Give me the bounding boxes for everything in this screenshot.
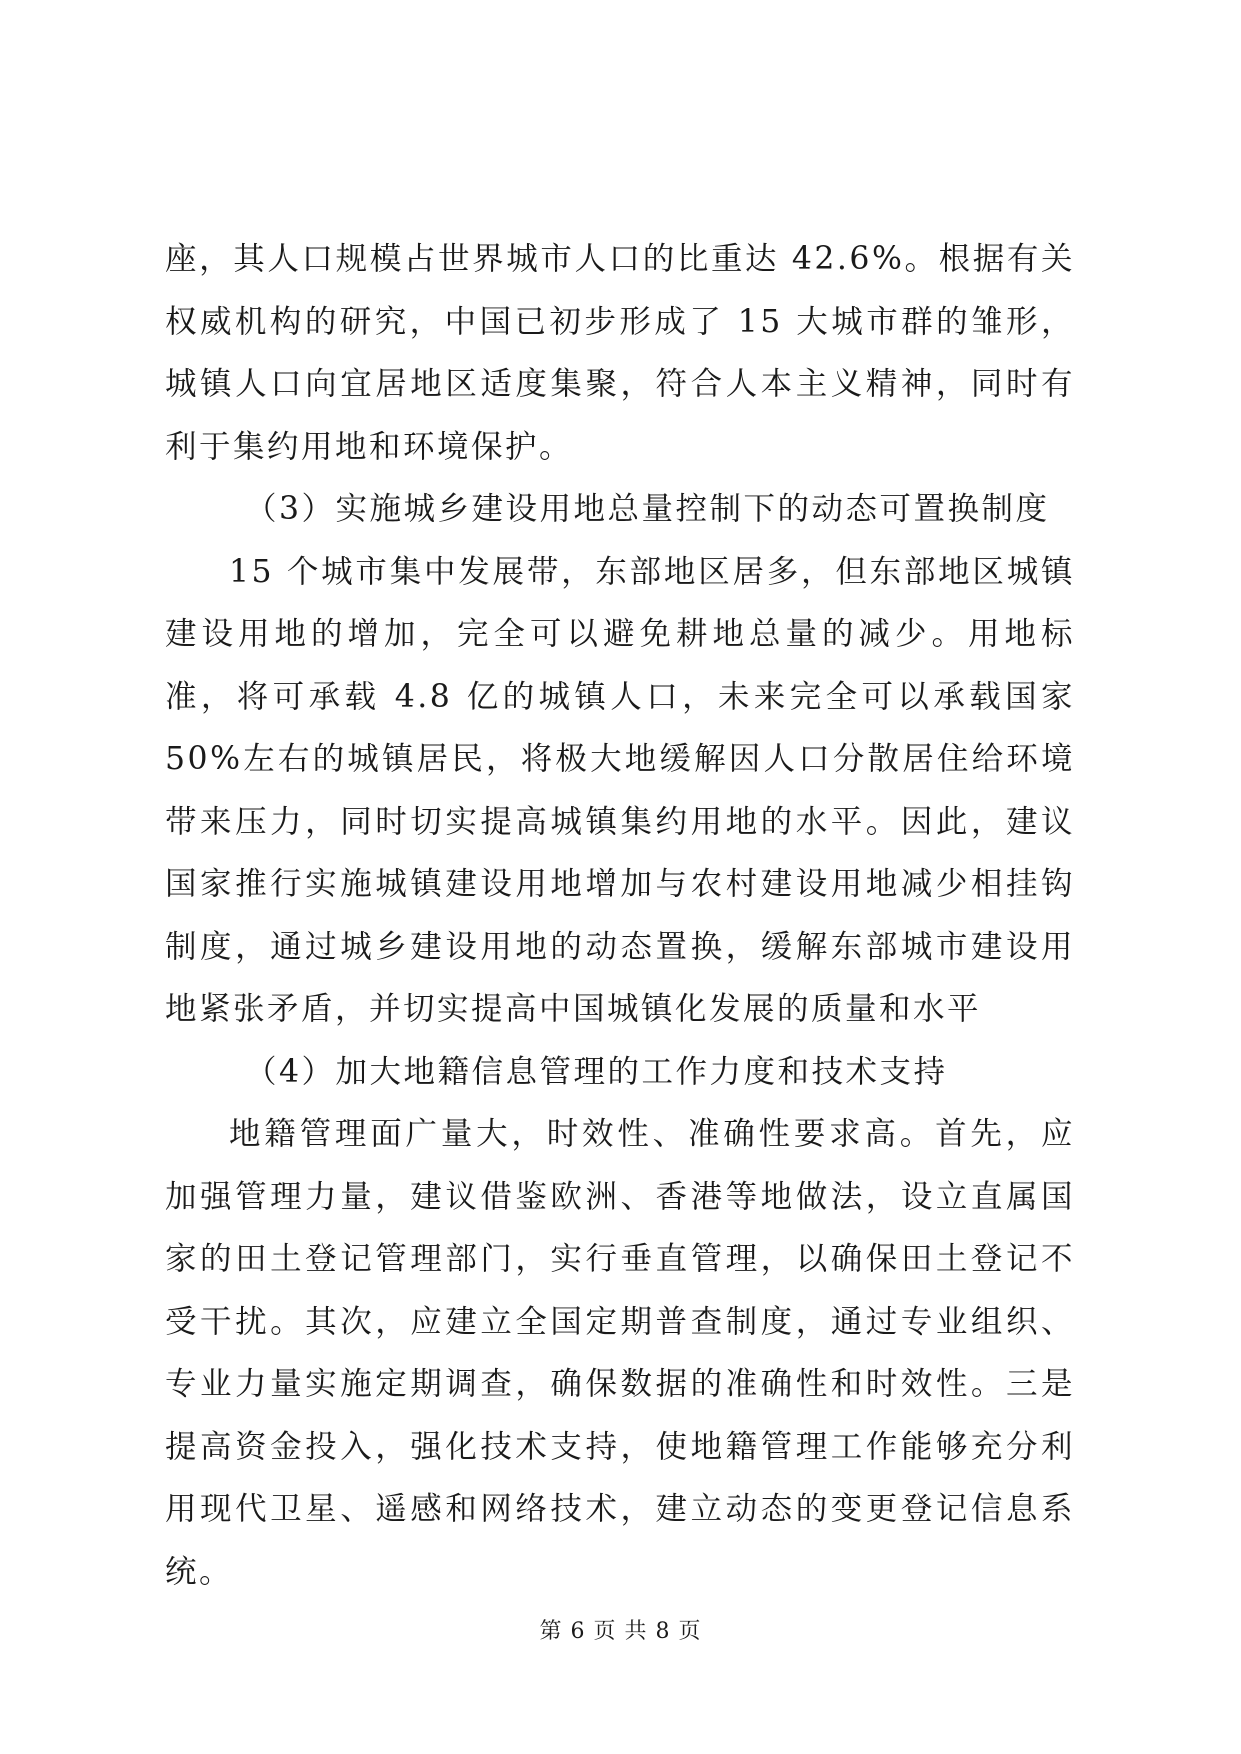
- paragraph-section-3: 15 个城市集中发展带，东部地区居多，但东部地区城镇建设用地的增加，完全可以避免耕地总量的减少。用地标准，将可承载 4.8 亿的城镇人口，未来完全可以承载国家 50%左右的城镇居民，将极大地缓解因人口分散居住给环境带来压力，同时切实提高城镇集约用地的水平。因此，建议国家推行实施城镇建设用地增加与农村建设用地减少相挂钩制度，通过城乡建设用地的动态置换，缓解东部城市建设用地紧张矛盾，并切实提高中国城镇化发展的质量和水平: [165, 553, 1075, 1027]
- paragraph-continuation: 座，其人口规模占世界城市人口的比重达 42.6%。根据有关权威机构的研究，中国已初步形成了 15 大城市群的雏形，城镇人口向宜居地区适度集聚，符合人本主义精神，同时有利于集约用地和环境保护。: [165, 241, 1075, 465]
- section-heading-3: （3）实施城乡建设用地总量控制下的动态可置换制度: [245, 491, 1050, 527]
- paragraph-section-4: 地籍管理面广量大，时效性、准确性要求高。首先，应加强管理力量，建议借鉴欧洲、香港等地做法，设立直属国家的田土登记管理部门，实行垂直管理，以确保田土登记不受干扰。其次，应建立全国定期普查制度，通过专业组织、专业力量实施定期调查，确保数据的准确性和时效性。三是提高资金投入，强化技术支持，使地籍管理工作能够充分利用现代卫星、遥感和网络技术，建立动态的变更登记信息系统。: [165, 1116, 1075, 1590]
- section-heading-4: （4）加大地籍信息管理的工作力度和技术支持: [245, 1053, 948, 1090]
- document-body: [165, 228, 1075, 1603]
- page-footer: 第 6 页 共 8 页: [539, 1619, 702, 1644]
